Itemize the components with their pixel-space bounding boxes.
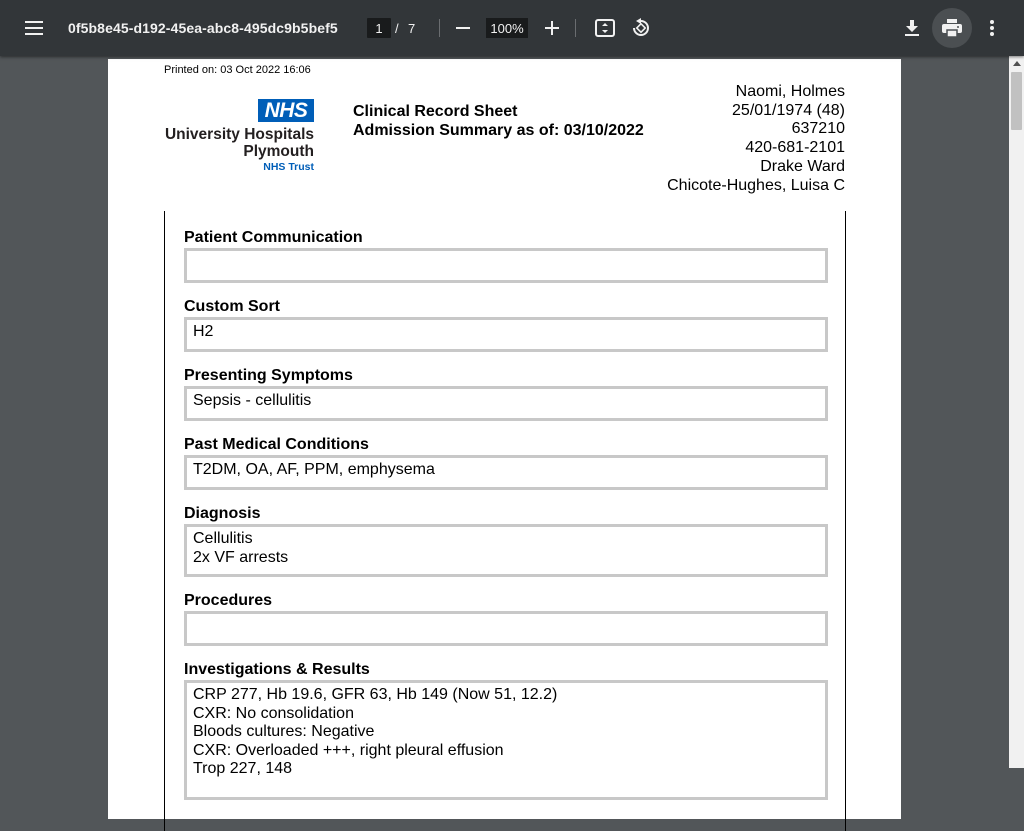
zoom-input[interactable]: 100% — [486, 18, 528, 38]
sheet-title-line2: Admission Summary as of: 03/10/2022 — [353, 122, 644, 139]
sheet-title-line1: Clinical Record Sheet — [353, 103, 518, 120]
patient-details — [667, 83, 845, 195]
section-past-medical-conditions — [184, 436, 828, 490]
scroll-up-arrow-icon[interactable] — [1009, 56, 1024, 71]
nhs-badge: NHS — [258, 99, 314, 122]
toolbar-divider — [575, 19, 576, 37]
section-line: Sepsis - cellulitis — [193, 392, 312, 409]
rotate-icon[interactable] — [627, 14, 655, 42]
section-label: Patient Communication — [184, 229, 363, 246]
patient-ward: Drake Ward — [760, 157, 845, 175]
section-line: Trop 227, 148 — [193, 760, 293, 777]
section-line: Cellulitis — [193, 530, 253, 547]
org-name-line1: University Hospitals — [164, 126, 314, 143]
section-line: H2 — [193, 323, 214, 340]
record-content — [164, 211, 846, 831]
section-label: Procedures — [184, 592, 273, 609]
fit-to-page-icon[interactable] — [591, 14, 619, 42]
section-investigations-results — [184, 661, 828, 800]
vertical-scrollbar[interactable] — [1009, 56, 1024, 768]
section-line: CXR: Overloaded +++, right pleural effusion — [193, 741, 504, 759]
section-box — [184, 680, 828, 800]
org-name-line2: Plymouth — [243, 143, 314, 160]
section-label: Past Medical Conditions — [184, 436, 369, 453]
more-vert-icon[interactable] — [978, 14, 1006, 42]
patient-consultant: Chicote-Hughes, Luisa C — [667, 176, 845, 194]
section-custom-sort — [184, 298, 828, 352]
section-presenting-symptoms — [184, 367, 828, 421]
pdf-page — [108, 59, 901, 819]
section-line: CXR: No consolidation — [193, 704, 354, 722]
section-patient-communication — [184, 229, 828, 283]
section-line: 2x VF arrests — [193, 548, 289, 566]
nhs-logo — [164, 99, 314, 174]
sheet-title — [353, 102, 644, 140]
patient-dob: 25/01/1974 (48) — [732, 101, 845, 119]
pdf-toolbar — [0, 0, 1024, 56]
printed-on-text: Printed on: 03 Oct 2022 16:06 — [164, 64, 311, 76]
section-diagnosis — [184, 505, 828, 577]
minus-icon[interactable] — [450, 14, 476, 42]
section-label: Custom Sort — [184, 298, 280, 315]
section-box — [184, 386, 828, 421]
section-box — [184, 524, 828, 577]
toolbar-divider — [439, 19, 440, 37]
section-box — [184, 611, 828, 646]
page-separator: / — [395, 20, 399, 36]
section-label: Presenting Symptoms — [184, 367, 353, 384]
print-icon[interactable] — [932, 8, 972, 48]
section-box — [184, 455, 828, 490]
org-name-line3: NHS Trust — [263, 161, 314, 173]
document-title: 0f5b8e45-d192-45ea-abc8-495dc9b5bef5 — [68, 20, 338, 36]
page-number-input[interactable]: 1 — [367, 18, 391, 38]
section-label: Diagnosis — [184, 505, 261, 522]
section-procedures — [184, 592, 828, 646]
section-line: T2DM, OA, AF, PPM, emphysema — [193, 461, 435, 478]
section-box — [184, 248, 828, 283]
section-box — [184, 317, 828, 352]
patient-phone: 420-681-2101 — [745, 139, 845, 157]
scrollbar-thumb[interactable] — [1011, 72, 1022, 130]
section-line: CRP 277, Hb 19.6, GFR 63, Hb 149 (Now 51, 12.2) — [193, 686, 558, 703]
section-label: Investigations & Results — [184, 661, 370, 678]
download-icon[interactable] — [898, 14, 926, 42]
patient-number: 637210 — [791, 120, 845, 138]
plus-icon[interactable] — [539, 14, 565, 42]
page-total: 7 — [408, 20, 416, 36]
section-line: Bloods cultures: Negative — [193, 723, 375, 740]
menu-icon[interactable] — [18, 12, 50, 44]
patient-name: Naomi, Holmes — [735, 83, 845, 100]
